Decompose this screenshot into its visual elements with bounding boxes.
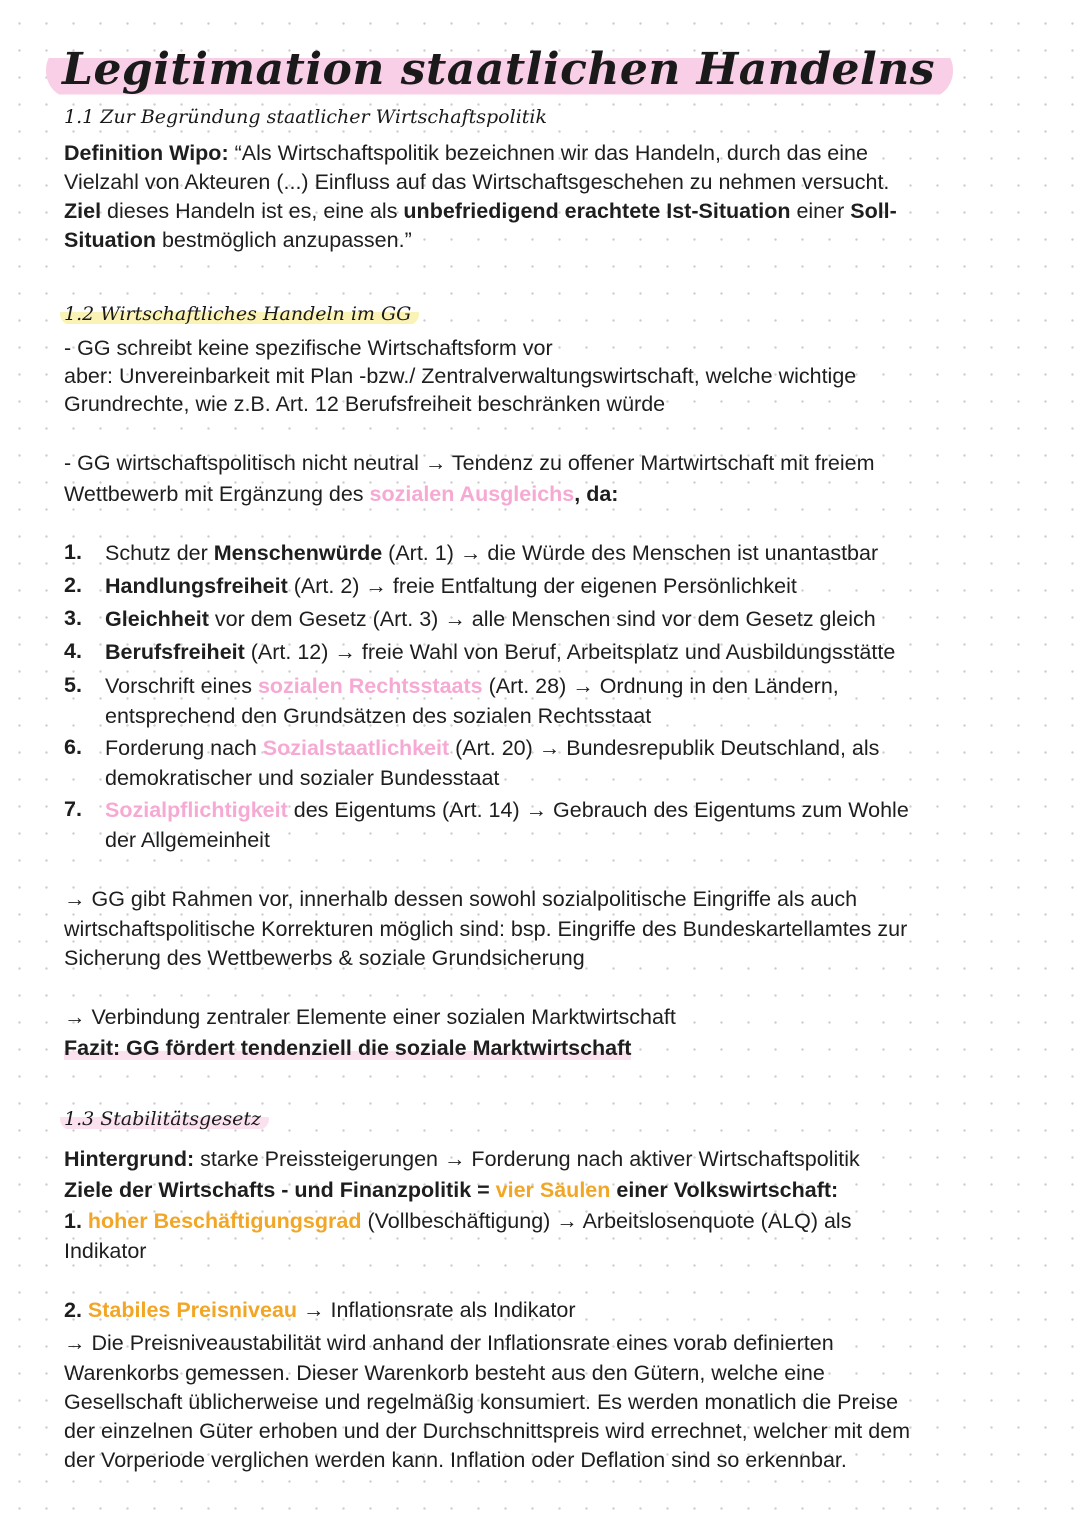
list-item-pink: sozialen Rechtsstaats [257,674,483,698]
list-item-post: (Art. 12) → freie Wahl von Beruf, Arbeitsplatz und Ausbildungsstätte [244,640,896,664]
gg-p1-line-1: - GG schreibt keine spezifische Wirtschaftsform vor [64,336,553,360]
list-item [105,604,1025,634]
list-item-continuation: entsprechend den Grundsätzen des sozialen Rechtsstaat [105,704,652,728]
list-item-post: (Art. 2) → freie Entfaltung der eigenen Persönlichkeit [287,574,797,598]
list-item-bold: Gleichheit [105,607,209,631]
sozialer-ausgleich-highlight: sozialen Ausgleichs [369,482,575,506]
list-item [105,733,1025,793]
list-item-bold: Handlungsfreiheit [105,574,288,598]
list-item-number: 1. [64,540,82,564]
definition-text-1: “Als Wirtschaftspolitik bezeichnen wir das Handeln, durch das eine [228,141,868,165]
ziel-label: Ziel [64,199,102,223]
gg-p3-line-2: wirtschaftspolitische Korrekturen möglich sind: bsp. Eingriffe des Bundeskartellamtes zur [64,917,908,941]
list-item-post: (Art. 20) → Bundesrepublik Deutschland, als [449,736,880,760]
list-item-number: 7. [64,797,82,821]
list-item-post: des Eigentums (Art. 14) → Gebrauch des Eigentums zum Wohle [287,798,909,822]
section-1-3-heading: 1.3 Stabilitätsgesetz [60,1108,269,1130]
definition-line-1 [64,139,868,168]
list-item-pink: Sozialstaatlichkeit [262,736,450,760]
list-item-number: 3. [64,606,82,630]
fazit [64,1034,631,1063]
list-item-continuation: demokratischer und sozialer Bundesstaat [105,766,500,790]
list-item-pre: Schutz der [105,541,214,565]
gg-p2-text-a: Wettbewerb mit Ergänzung des [64,482,370,506]
preisniveau-highlight: Stabiles Preisniveau [87,1298,298,1322]
fazit-text: Fazit: GG fördert tendenziell die soziale Marktwirtschaft [64,1036,632,1060]
situation-bold: Situation [64,228,156,252]
list-item [105,637,1025,667]
ziel-2-line [64,1296,576,1325]
list-item-number: 5. [64,673,82,697]
definition-text-4: bestmöglich anzupassen.” [155,228,412,252]
ziel-text-a: dieses Handeln ist es, eine als [101,199,404,223]
ziel-2-text: → Inflationsrate als Indikator [297,1298,576,1322]
list-item [105,671,1025,731]
ziel-1-text: (Vollbeschäftigung) → Arbeitslosenquote (ALQ) als [361,1209,852,1233]
list-item-post: (Art. 1) → die Würde des Menschen ist unantastbar [382,541,879,565]
hintergrund-label: Hintergrund: [64,1147,195,1171]
gg-p1-line-2: aber: Unvereinbarkeit mit Plan -bzw./ Zentralverwaltungswirtschaft, welche wichtige [64,364,857,388]
ziel-2-para-line-3: Gesellschaft üblicherweise und regelmäßig konsumiert. Es werden monatlich die Preise [64,1390,899,1414]
gg-p2-line-1: - GG wirtschaftspolitisch nicht neutral → Tendenz zu offener Martwirtschaft mit freiem [64,451,875,475]
definition-line-3 [64,197,897,226]
list-item-pre: Vorschrift eines [105,674,258,698]
list-item [105,571,1025,601]
ziel-2-para-line-1: → Die Preisniveaustabilität wird anhand der Inflationsrate eines vorab definierten [64,1331,834,1355]
ziele-line [64,1176,838,1205]
ziel-2-para-line-5: der Vorperiode verglichen werden kann. Inflation oder Deflation sind so erkennbar. [64,1448,847,1472]
list-item-bold: Menschenwürde [213,541,383,565]
vier-saeulen-highlight: vier Säulen [495,1178,611,1202]
list-item-number: 6. [64,735,82,759]
list-item-number: 2. [64,573,82,597]
ziel-1-cont: Indikator [64,1239,147,1263]
section-1-2-heading: 1.2 Wirtschaftliches Handeln im GG [60,303,419,325]
ziel-1-num: 1. [64,1209,88,1233]
definition-label: Definition Wipo: [64,141,229,165]
gg-p2-text-b: , da: [574,482,619,506]
hintergrund-text: starke Preissteigerungen → Forderung nach aktiver Wirtschaftspolitik [194,1147,860,1171]
ziel-bold: unbefriedigend erachtete Ist-Situation [403,199,791,223]
list-item [105,795,1025,855]
list-item-pre: Forderung nach [105,736,263,760]
gg-p3-line-3: Sicherung des Wettbewerbs & soziale Grundsicherung [64,946,585,970]
section-1-1-heading: 1.1 Zur Begründung staatlicher Wirtschaftspolitik [64,106,547,128]
definition-line-4 [64,226,412,255]
ziel-text-b: einer [790,199,851,223]
ziele-bold-2: einer Volkswirtschaft: [610,1178,839,1202]
page-title: Legitimation staatlichen Handelns [46,42,953,99]
list-item [105,538,1025,568]
ziele-bold: Ziele der Wirtschafts - und Finanzpolitik = [64,1178,496,1202]
list-item-continuation: der Allgemeinheit [105,828,270,852]
ziel-2-para-line-2: Warenkorbs gemessen. Dieser Warenkorb besteht aus den Gütern, welche eine [64,1361,825,1385]
ziel-2-num: 2. [64,1298,88,1322]
ziel-1-line [64,1207,851,1236]
list-item-pink: Sozialpflichtigkeit [105,798,288,822]
ziel-2-para-line-4: der einzelnen Güter erhoben und der Durchschnittspreis wird errechnet, welcher mit dem [64,1419,911,1443]
list-item-number: 4. [64,639,82,663]
list-item-post: vor dem Gesetz (Art. 3) → alle Menschen sind vor dem Gesetz gleich [208,607,876,631]
gg-p3-line-1: → GG gibt Rahmen vor, innerhalb dessen sowohl sozialpolitische Eingriffe als auch [64,887,858,911]
beschaeftigungsgrad-highlight: hoher Beschäftigungsgrad [87,1209,362,1233]
list-item-post: (Art. 28) → Ordnung in den Ländern, [482,674,839,698]
ziel-soll: Soll- [850,199,897,223]
hintergrund-line [64,1145,860,1174]
gg-p4-line-1: → Verbindung zentraler Elemente einer sozialen Marktwirtschaft [64,1005,676,1029]
gg-p2-line-2 [64,480,618,509]
gg-p1-line-3: Grundrechte, wie z.B. Art. 12 Berufsfreiheit beschränken würde [64,392,666,416]
list-item-bold: Berufsfreiheit [105,640,245,664]
definition-line-2: Vielzahl von Akteuren (...) Einfluss auf das Wirtschaftsgeschehen zu nehmen versucht. [64,170,890,194]
